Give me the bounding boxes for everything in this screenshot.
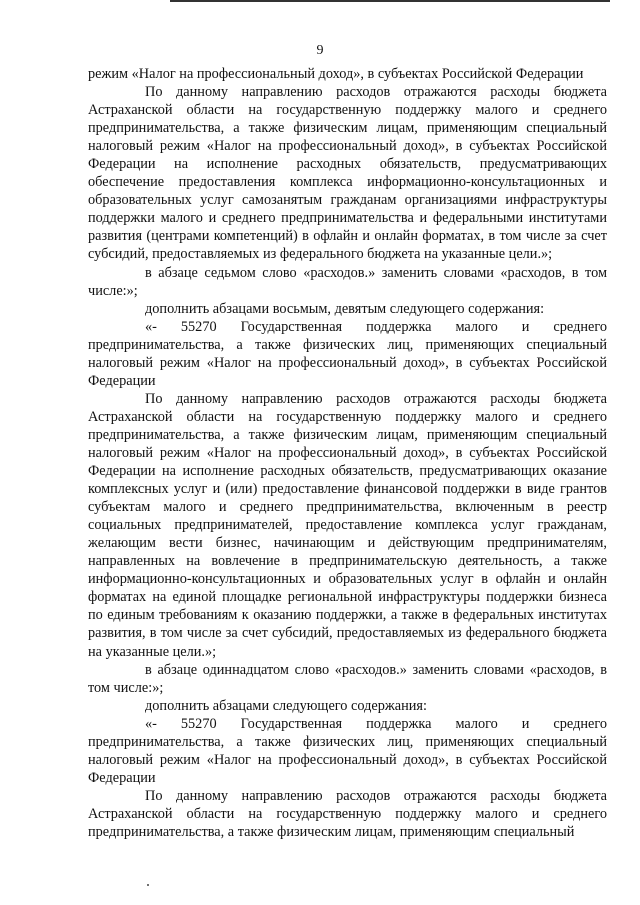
paragraph: дополнить абзацами восьмым, девятым следующего содержания:	[145, 300, 545, 317]
paragraph: в абзаце седьмом слово «расходов.» заменить словами «расходов, в том числе:»;	[88, 264, 607, 299]
paragraph: По данному направлению расходов отражаются расходы бюджета Астраханской области на государственную поддержку малого и среднего предпринимательства, а также физическим лицам, применяющим специальный	[88, 787, 607, 840]
paragraph: «- 55270 Государственная поддержка малого и среднего предпринимательства, а также физических лиц, применяющих специальный налоговый режим «Налог на профессиональный доход», в субъектах Российской Федерации	[88, 715, 607, 786]
paragraph: дополнить абзацами следующего содержания:	[145, 697, 427, 714]
page-number: 9	[316, 43, 324, 58]
paragraph: в абзаце одиннадцатом слово «расходов.» заменить словами «расходов, в том числе:»;	[88, 661, 607, 696]
paragraph: По данному направлению расходов отражаются расходы бюджета Астраханской области на государственную поддержку малого и среднего предпринимательства, а также физическим лицам, применяющим специальный налоговый режим «Налог на профессиональный доход», в субъектах Российской Федерации на исполнение расходных обязательств, предусматривающих обеспечение предоставления комплекса информационно-консультационных и образовательных услуг самозанятым гражданам организациями инфраструктуры поддержки малого и среднего предпринимательства и федеральными институтами развития (центрами компетенций) в офлайн и онлайн форматах, в том числе за счет субсидий, предоставляемых из федерального бюджета на указанные цели.»;	[88, 84, 607, 263]
scan-top-edge	[170, 0, 610, 2]
paragraph-continuation: режим «Налог на профессиональный доход», в субъектах Российской Федерации	[88, 66, 584, 82]
document-body	[88, 65, 607, 841]
paragraph: «- 55270 Государственная поддержка малого и среднего предпринимательства, а также физических лиц, применяющих специальный налоговый режим «Налог на профессиональный доход», в субъектах Российской Федерации	[88, 318, 607, 389]
paragraph: По данному направлению расходов отражаются расходы бюджета Астраханской области на государственную поддержку малого и среднего предпринимательства, а также физическим лицам, применяющим специальный налоговый режим «Налог на профессиональный доход», в субъектах Российской Федерации на исполнение расходных обязательств, предусматривающих оказание комплексных услуг и (или) предоставление финансовой поддержки в виде грантов субъектам малого и среднего предпринимательства, включенным в реестр социальных предпринимателей, предоставление комплекса услуг гражданам, желающим вести бизнес, начинающим и действующим предпринимателям, направленных на вовлечение в предпринимательскую деятельность, а также информационно-консультационных и образовательных услуг в офлайн и онлайн форматах на единой площадке региональной инфраструктуры поддержки бизнеса по единым требованиям к оказанию поддержки, а также в федеральных институтах развития, в том числе за счет субсидий, предоставляемых из федерального бюджета на указанные цели.»;	[88, 390, 607, 660]
scan-speck	[147, 884, 149, 886]
